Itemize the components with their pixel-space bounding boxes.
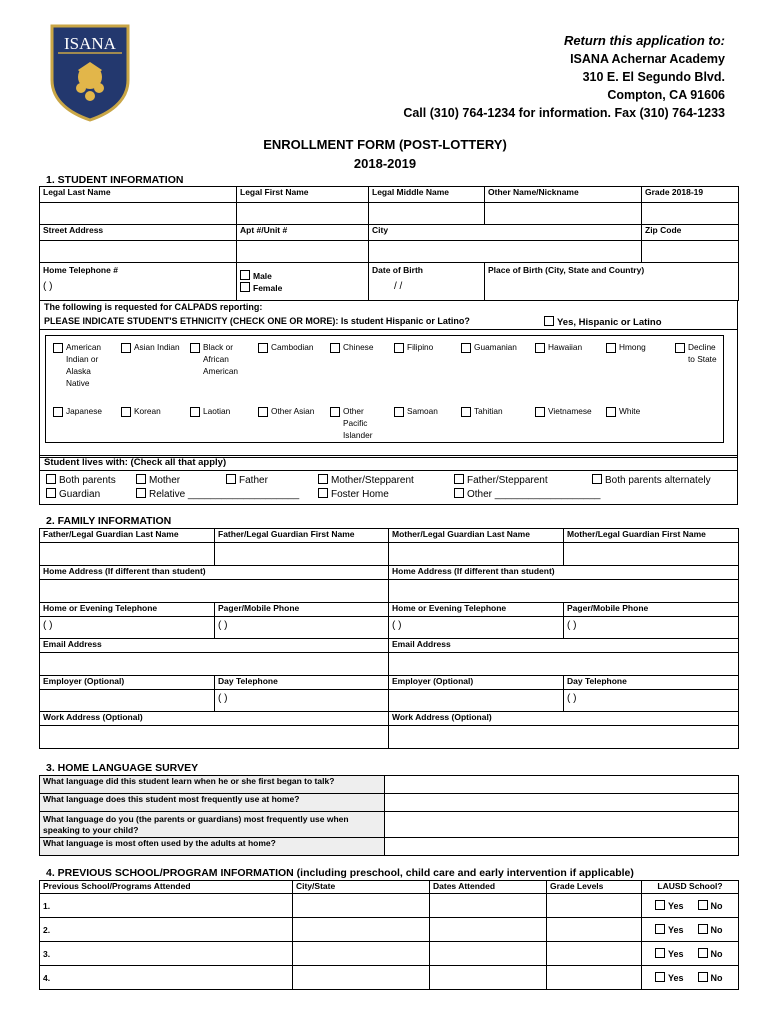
yes-label: Yes — [668, 901, 684, 911]
eth-laotian[interactable] — [190, 405, 252, 417]
eth-checkbox[interactable] — [53, 407, 63, 417]
eth-checkbox[interactable] — [606, 407, 616, 417]
eth-label: Asian Indian — [134, 342, 180, 352]
col-dates: Dates Attended — [430, 881, 547, 894]
street-label: Street Address — [40, 225, 237, 241]
grade-label: Grade 2018-19 — [642, 187, 739, 203]
m-employer-label: Employer (Optional) — [389, 676, 564, 690]
m-work-addr-label: Work Address (Optional) — [389, 712, 739, 726]
eth-asian-indian[interactable] — [121, 341, 181, 353]
eth-tahitian[interactable] — [461, 405, 531, 417]
lw-foster[interactable] — [318, 488, 389, 500]
eth-hawaiian[interactable] — [535, 341, 597, 353]
lw-mother-stepparent[interactable] — [318, 474, 414, 486]
eth-label: Tahitian — [474, 406, 503, 416]
female-label: Female — [253, 283, 283, 293]
form-title: ENROLLMENT FORM (POST-LOTTERY) — [263, 137, 507, 152]
dob-slashes: / / — [394, 281, 403, 292]
f-first-field[interactable] — [215, 543, 389, 566]
lw-label: Guardian — [59, 489, 101, 500]
eth-checkbox[interactable] — [535, 407, 545, 417]
f-work-addr-field[interactable] — [40, 726, 389, 749]
legal-first-name-field[interactable] — [237, 203, 369, 225]
eth-label: Other Asian — [271, 406, 315, 416]
school-grade-field[interactable] — [547, 942, 642, 966]
lw-checkbox[interactable] — [318, 474, 328, 484]
lw-mother[interactable] — [136, 474, 180, 486]
return-heading: Return this application to: — [563, 33, 725, 48]
m-home-tel-field[interactable]: ( ) — [389, 617, 564, 639]
m-home-addr-field[interactable] — [389, 580, 739, 603]
lausd-yes-checkbox[interactable] — [655, 924, 665, 934]
school-grade-field[interactable] — [547, 918, 642, 942]
col-grade: Grade Levels — [547, 881, 642, 894]
language-survey-table — [39, 775, 739, 856]
lw-other[interactable] — [454, 488, 600, 500]
home-telephone-label: Home Telephone # — [43, 265, 118, 275]
contact-line: Call (310) 764-1234 for information. Fax (310) 764-1233 — [403, 106, 725, 120]
eth-checkbox[interactable] — [53, 343, 63, 353]
dob-label: Date of Birth — [372, 265, 423, 275]
gender-cell — [237, 263, 369, 301]
lang-q2: What language does this student most frequently use at home? — [40, 794, 385, 812]
calpads-note: The following is requested for CALPADS reporting: — [44, 302, 263, 312]
lang-a3-field[interactable] — [385, 812, 739, 838]
school-grade-field[interactable] — [547, 894, 642, 918]
pob-label: Place of Birth (City, State and Country) — [488, 265, 645, 275]
lw-checkbox[interactable] — [226, 474, 236, 484]
female-checkbox[interactable] — [240, 282, 250, 292]
eth-label: American Indian or Alaska Native — [66, 342, 102, 388]
dob-cell[interactable] — [369, 263, 485, 301]
apt-label: Apt #/Unit # — [237, 225, 369, 241]
street-field[interactable] — [40, 241, 237, 263]
home-telephone-cell[interactable] — [40, 263, 237, 301]
col-city: City/State — [293, 881, 430, 894]
eth-checkbox[interactable] — [461, 407, 471, 417]
eth-checkbox[interactable] — [258, 343, 268, 353]
eth-label: Samoan — [407, 406, 438, 416]
lausd-no-checkbox[interactable] — [698, 900, 708, 910]
eth-checkbox[interactable] — [258, 407, 268, 417]
eth-checkbox[interactable] — [190, 343, 200, 353]
eth-checkbox[interactable] — [535, 343, 545, 353]
section3-heading: 3. HOME LANGUAGE SURVEY — [46, 762, 199, 774]
school-city-field[interactable] — [293, 918, 430, 942]
eth-label: Black or African American — [203, 342, 239, 376]
school-dates-field[interactable] — [430, 894, 547, 918]
legal-last-name-label: Legal Last Name — [40, 187, 237, 203]
eth-hmong[interactable] — [606, 341, 666, 353]
lausd-cell — [642, 918, 739, 942]
m-first-field[interactable] — [564, 543, 739, 566]
m-first-label: Mother/Legal Guardian First Name — [564, 529, 739, 543]
f-employer-field[interactable] — [40, 690, 215, 712]
eth-label: Other Pacific Islander — [343, 406, 373, 440]
grade-field[interactable] — [642, 203, 739, 225]
lang-q4: What language is most often used by the adults at home? — [40, 838, 385, 856]
lw-guardian[interactable] — [46, 488, 100, 500]
lausd-yes-checkbox[interactable] — [655, 948, 665, 958]
return-address-block — [403, 32, 725, 122]
school-row-num[interactable]: 3. — [40, 942, 293, 966]
eth-label: Laotian — [203, 406, 231, 416]
hispanic-yes-label: Yes, Hispanic or Latino — [557, 317, 662, 328]
f-email-label: Email Address — [40, 639, 389, 653]
student-info-table — [39, 186, 739, 301]
eth-checkbox[interactable] — [190, 407, 200, 417]
m-email-label: Email Address — [389, 639, 739, 653]
eth-vietnamese[interactable] — [535, 405, 605, 417]
divider — [39, 329, 738, 330]
yes-label: Yes — [668, 973, 684, 983]
f-home-addr-label: Home Address (If different than student) — [40, 566, 389, 580]
school-dates-field[interactable] — [430, 942, 547, 966]
eth-checkbox[interactable] — [461, 343, 471, 353]
legal-middle-name-label: Legal Middle Name — [369, 187, 485, 203]
f-day-tel-label: Day Telephone — [215, 676, 389, 690]
eth-checkbox[interactable] — [330, 407, 340, 417]
zip-field[interactable] — [642, 241, 739, 263]
m-last-field[interactable] — [389, 543, 564, 566]
legal-first-name-label: Legal First Name — [237, 187, 369, 203]
hispanic-yes-checkbox[interactable] — [544, 316, 554, 326]
school-city-field[interactable] — [293, 966, 430, 990]
f-mobile-label: Pager/Mobile Phone — [215, 603, 389, 617]
lausd-no-checkbox[interactable] — [698, 948, 708, 958]
lausd-yes-checkbox[interactable] — [655, 972, 665, 982]
eth-label: Guamanian — [474, 342, 517, 352]
eth-label: Hawaiian — [548, 342, 583, 352]
lw-checkbox[interactable] — [592, 474, 602, 484]
lang-a4-field[interactable] — [385, 838, 739, 856]
lw-label: Mother — [149, 475, 181, 486]
lw-father[interactable] — [226, 474, 268, 486]
lw-checkbox[interactable] — [454, 474, 464, 484]
col-school: Previous School/Programs Attended — [40, 881, 293, 894]
city-line: Compton, CA 91606 — [607, 88, 725, 102]
school-row-num[interactable]: 4. — [40, 966, 293, 990]
city-field[interactable] — [369, 241, 642, 263]
eth-filipino[interactable] — [394, 341, 454, 353]
lausd-no-checkbox[interactable] — [698, 924, 708, 934]
lw-label: Father/Stepparent — [467, 475, 548, 486]
school-dates-field[interactable] — [430, 918, 547, 942]
eth-white[interactable] — [606, 405, 668, 417]
f-work-addr-label: Work Address (Optional) — [40, 712, 389, 726]
m-employer-field[interactable] — [389, 690, 564, 712]
apt-field[interactable] — [237, 241, 369, 263]
legal-last-name-field[interactable] — [40, 203, 237, 225]
eth-checkbox[interactable] — [121, 407, 131, 417]
m-day-tel-label: Day Telephone — [564, 676, 739, 690]
eth-label: Vietnamese — [548, 406, 592, 416]
f-last-field[interactable] — [40, 543, 215, 566]
school-dates-field[interactable] — [430, 966, 547, 990]
nickname-label: Other Name/Nickname — [485, 187, 642, 203]
lw-checkbox[interactable] — [46, 474, 56, 484]
eth-decline[interactable] — [675, 341, 721, 365]
lausd-yes-checkbox[interactable] — [655, 900, 665, 910]
lw-label: Both parents alternately — [605, 475, 711, 486]
lw-checkbox[interactable] — [136, 488, 146, 498]
eth-label: Hmong — [619, 342, 646, 352]
f-day-tel-field[interactable]: ( ) — [215, 690, 389, 712]
eth-black[interactable] — [190, 341, 250, 377]
f-home-tel-field[interactable]: ( ) — [40, 617, 215, 639]
eth-other-pacific[interactable] — [330, 405, 382, 441]
eth-checkbox[interactable] — [606, 343, 616, 353]
lang-a2-field[interactable] — [385, 794, 739, 812]
eth-guamanian[interactable] — [461, 341, 531, 353]
street-address-line: 310 E. El Segundo Blvd. — [582, 70, 725, 84]
lw-label: Relative ____________________ — [149, 489, 300, 500]
no-label: No — [710, 901, 723, 911]
school-city-field[interactable] — [293, 942, 430, 966]
academy-name: ISANA Achernar Academy — [570, 52, 725, 66]
m-work-addr-field[interactable] — [389, 726, 739, 749]
eth-label: Filipino — [407, 342, 434, 352]
school-grade-field[interactable] — [547, 966, 642, 990]
school-logo — [48, 22, 132, 122]
male-checkbox[interactable] — [240, 270, 250, 280]
section2-heading: 2. FAMILY INFORMATION — [46, 515, 172, 527]
lw-checkbox[interactable] — [318, 488, 328, 498]
svg-text:ISANA: ISANA — [64, 34, 116, 53]
no-label: No — [710, 949, 723, 959]
lw-relative[interactable] — [136, 488, 299, 500]
yes-label: Yes — [668, 925, 684, 935]
school-row-num[interactable]: 1. — [40, 894, 293, 918]
lw-label: Father — [239, 475, 268, 486]
lw-label: Other ___________________ — [467, 489, 601, 500]
eth-checkbox[interactable] — [330, 343, 340, 353]
eth-checkbox[interactable] — [121, 343, 131, 353]
f-last-label: Father/Legal Guardian Last Name — [40, 529, 215, 543]
eth-japanese[interactable] — [53, 405, 115, 417]
lw-father-stepparent[interactable] — [454, 474, 548, 486]
m-mobile-field[interactable]: ( ) — [564, 617, 739, 639]
m-home-tel-label: Home or Evening Telephone — [389, 603, 564, 617]
no-label: No — [710, 973, 723, 983]
f-mobile-field[interactable]: ( ) — [215, 617, 389, 639]
lw-checkbox[interactable] — [136, 474, 146, 484]
lang-q1: What language did this student learn when he or she first began to talk? — [40, 776, 385, 794]
f-home-addr-field[interactable] — [40, 580, 389, 603]
eth-american-indian[interactable] — [53, 341, 113, 389]
f-employer-label: Employer (Optional) — [40, 676, 215, 690]
lw-label: Both parents — [59, 475, 116, 486]
city-label: City — [369, 225, 642, 241]
eth-label: Korean — [134, 406, 161, 416]
m-mobile-label: Pager/Mobile Phone — [564, 603, 739, 617]
nickname-field[interactable] — [485, 203, 642, 225]
hispanic-option — [544, 316, 662, 328]
legal-middle-name-field[interactable] — [369, 203, 485, 225]
section4-heading: 4. PREVIOUS SCHOOL/PROGRAM INFORMATION (including preschool, child care and early intervention if applicable) — [46, 867, 634, 879]
lausd-cell — [642, 894, 739, 918]
eth-label: Japanese — [66, 406, 102, 416]
eth-checkbox[interactable] — [394, 343, 404, 353]
eth-label: White — [619, 406, 641, 416]
lw-both-parents[interactable] — [46, 474, 116, 486]
section1-heading: 1. STUDENT INFORMATION — [46, 174, 184, 186]
ethnicity-question: PLEASE INDICATE STUDENT'S ETHNICITY (CHECK ONE OR MORE): Is student Hispanic or Latino? — [44, 316, 470, 326]
eth-other-asian[interactable] — [258, 405, 328, 417]
eth-checkbox[interactable] — [675, 343, 685, 353]
previous-school-table — [39, 880, 739, 990]
m-last-label: Mother/Legal Guardian Last Name — [389, 529, 564, 543]
m-day-tel-field[interactable]: ( ) — [564, 690, 739, 712]
eth-checkbox[interactable] — [394, 407, 404, 417]
lang-a1-field[interactable] — [385, 776, 739, 794]
lausd-no-checkbox[interactable] — [698, 972, 708, 982]
m-home-addr-label: Home Address (If different than student) — [389, 566, 739, 580]
eth-samoan[interactable] — [394, 405, 456, 417]
m-email-field[interactable] — [389, 653, 739, 676]
no-label: No — [710, 925, 723, 935]
form-year: 2018-2019 — [353, 156, 417, 171]
zip-label: Zip Code — [642, 225, 739, 241]
lausd-cell — [642, 942, 739, 966]
f-email-field[interactable] — [40, 653, 389, 676]
lw-checkbox[interactable] — [454, 488, 464, 498]
lw-both-alternately[interactable] — [592, 474, 711, 486]
lw-label: Foster Home — [331, 489, 389, 500]
eth-korean[interactable] — [121, 405, 183, 417]
male-label: Male — [253, 271, 272, 281]
lives-with-label: Student lives with: (Check all that apply) — [44, 457, 227, 468]
pob-cell[interactable] — [485, 263, 739, 301]
lw-checkbox[interactable] — [46, 488, 56, 498]
col-lausd: LAUSD School? — [642, 881, 739, 894]
lausd-cell — [642, 966, 739, 990]
eth-label: Decline to State — [688, 342, 717, 364]
yes-label: Yes — [668, 949, 684, 959]
divider — [39, 470, 738, 471]
family-info-table — [39, 528, 739, 749]
eth-chinese[interactable] — [330, 341, 390, 353]
school-row-num[interactable]: 2. — [40, 918, 293, 942]
lang-q3: What language do you (the parents or guardians) most frequently use when speaking to your child? — [40, 812, 385, 838]
f-home-tel-label: Home or Evening Telephone — [40, 603, 215, 617]
school-city-field[interactable] — [293, 894, 430, 918]
eth-label: Cambodian — [271, 342, 314, 352]
f-first-label: Father/Legal Guardian First Name — [215, 529, 389, 543]
lw-label: Mother/Stepparent — [331, 475, 414, 486]
eth-label: Chinese — [343, 342, 374, 352]
home-telephone-paren: ( ) — [43, 281, 53, 292]
eth-cambodian[interactable] — [258, 341, 324, 353]
